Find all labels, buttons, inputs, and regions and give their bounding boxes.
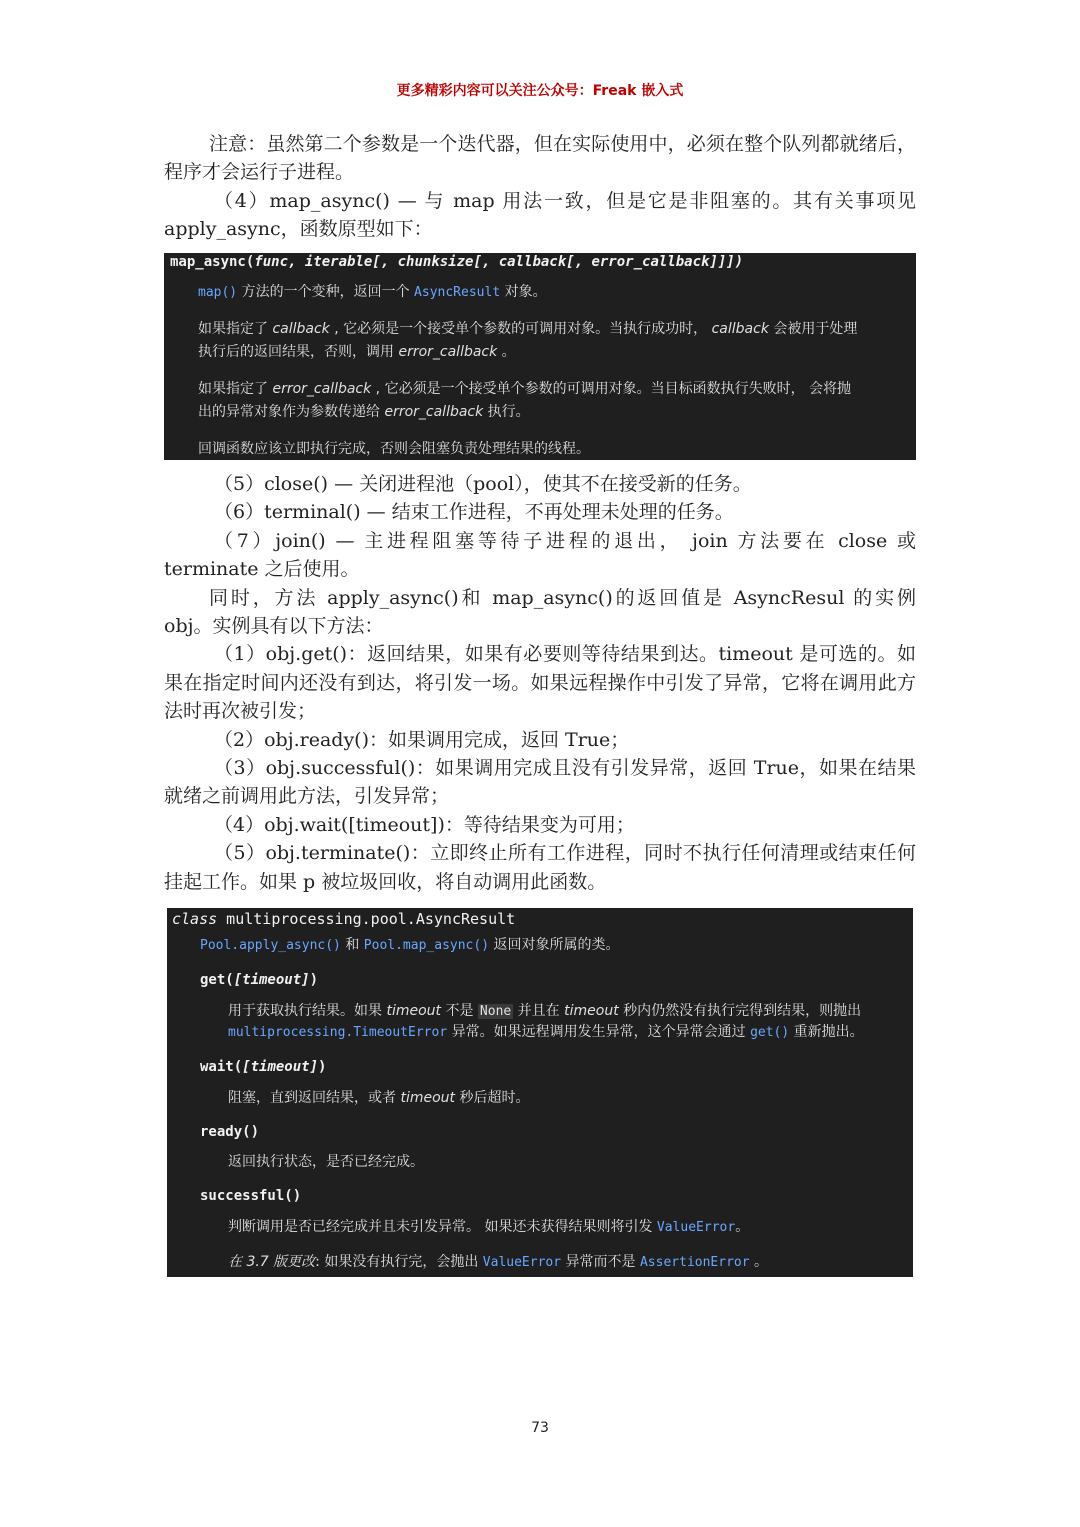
wait-desc: 阻塞，直到返回结果，或者 timeout 秒后超时。 (228, 1090, 530, 1106)
get-desc-line1: 用于获取执行结果。如果 timeout 不是 None 并且在 timeout 秒内仍然没有执行完得到结果，则抛出 (228, 1003, 862, 1019)
map-async-doc-box (164, 253, 916, 460)
ready-signature: ready() (200, 1124, 260, 1140)
asyncresult-doc-box (167, 908, 913, 1277)
successful-desc: 判断调用是否已经完成并且未引发异常。 如果还未获得结果则将引发 ValueError。 (228, 1219, 750, 1235)
ready-desc: 返回执行状态，是否已经完成。 (228, 1154, 424, 1170)
callback-desc-line2: 执行后的返回结果，否则，调用 error_callback 。 (198, 344, 516, 360)
apply-async-link[interactable]: Pool.apply_async() (200, 938, 341, 953)
valueerror-link-2[interactable]: ValueError (482, 1255, 562, 1270)
paragraph-get: （1）obj.get()：返回结果，如果有必要则等待结果到达。timeout 是可选的。如果在指定时间内还没有到达，将引发一场。如果远程操作中引发了异常，它将在调用此方法时再次被引发； (164, 643, 916, 723)
middle-paragraphs (164, 470, 916, 896)
paragraph-close: （5）close() — 关闭进程池（pool），使其不在接受新的任务。 (214, 473, 752, 495)
get-desc-line2: multiprocessing.TimeoutError 异常。如果远程调用发生异常，这个异常会通过 get() 重新抛出。 (228, 1024, 864, 1040)
asyncresult-class-signature: class multiprocessing.pool.AsyncResult (172, 910, 516, 928)
callback-desc-line1: 如果指定了 callback , 它必须是一个接受单个参数的可调用对象。当执行成功时， callback 会被用于处理 (198, 321, 858, 337)
paragraph-join: （7）join() — 主进程阻塞等待子进程的退出， join 方法要在 close 或 terminate 之后使用。 (164, 529, 916, 581)
error-callback-desc-line2: 出的异常对象作为参数传递给 error_callback 执行。 (198, 404, 530, 420)
get-signature: get([timeout]) (200, 972, 319, 988)
paragraph-return-value: 同时，方法 apply_async()和 map_async()的返回值是 AsyncResul 的实例 obj。实例具有以下方法： (164, 586, 916, 638)
asyncresult-intro: Pool.apply_async() 和 Pool.map_async() 返回对象所属的类。 (200, 937, 620, 953)
map-async-signature: map_async(func, iterable[, chunksize[, callback[, error_callback]]]) (170, 254, 744, 270)
paragraph-map-async: （4）map_async() — 与 map 用法一致，但是它是非阻塞的。其有关事项见 apply_async，函数原型如下： (164, 189, 916, 241)
page-number: 73 (531, 1420, 549, 1436)
top-paragraphs (164, 130, 916, 244)
wait-signature: wait([timeout]) (200, 1059, 327, 1075)
asyncresult-link[interactable]: AsyncResult (414, 285, 501, 300)
paragraph-note: 注意：虽然第二个参数是一个迭代器，但在实际使用中，必须在整个队列都就绪后，程序才会运行子进程。 (164, 133, 916, 184)
error-callback-desc-line1: 如果指定了 error_callback , 它必须是一个接受单个参数的可调用对象。当目标函数执行失败时， 会将抛 (198, 381, 852, 397)
get-link[interactable]: get() (750, 1025, 790, 1040)
map-link[interactable]: map() (198, 285, 238, 300)
valueerror-link[interactable]: ValueError (656, 1220, 736, 1235)
paragraph-terminate: （5）obj.terminate()：立即终止所有工作进程，同时不执行任何清理或结束任何挂起工作。如果 p 被垃圾回收，将自动调用此函数。 (164, 842, 916, 893)
map-async-link[interactable]: Pool.map_async() (363, 938, 490, 953)
callback-note: 回调函数应该立即执行完成，否则会阻塞负责处理结果的线程。 (198, 441, 590, 457)
paragraph-terminal: （6）terminal() — 结束工作进程，不再处理未处理的任务。 (214, 501, 734, 524)
assertionerror-link[interactable]: AssertionError (639, 1255, 750, 1270)
paragraph-successful: （3）obj.successful()：如果调用完成且没有引发异常，返回 True，如果在结果就绪之前调用此方法，引发异常； (164, 757, 916, 808)
paragraph-ready: （2）obj.ready()：如果调用完成，返回 True； (214, 728, 630, 751)
version-change-note: 在 3.7 版更改: 如果没有执行完，会抛出 ValueError 异常而不是 AssertionError 。 (228, 1254, 769, 1270)
timeout-error-link[interactable]: multiprocessing.TimeoutError (228, 1025, 448, 1040)
paragraph-wait: （4）obj.wait([timeout])：等待结果变为可用； (214, 813, 635, 836)
page-header: 更多精彩内容可以关注公众号：Freak 嵌入式 (396, 83, 684, 99)
map-async-summary: map() 方法的一个变种，返回一个 AsyncResult 对象。 (198, 284, 547, 300)
successful-signature: successful() (200, 1188, 302, 1204)
